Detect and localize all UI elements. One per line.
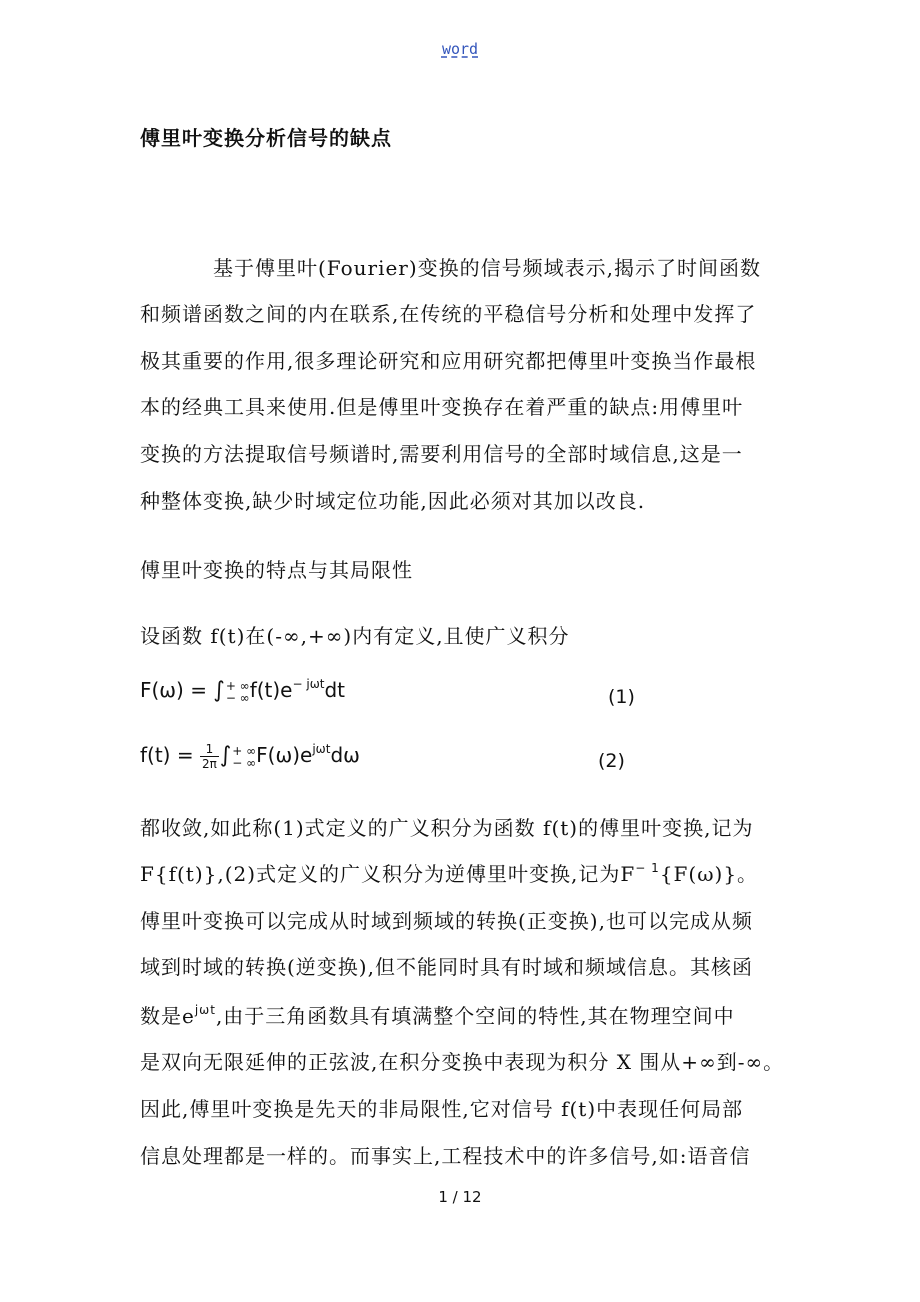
equation-1-number: (1) (608, 686, 635, 708)
upper-limit: + ∞ (225, 678, 250, 693)
text-run: 数是e (140, 1004, 195, 1028)
lower-limit: − ∞ (232, 755, 257, 770)
superscript: jωt (194, 1003, 216, 1017)
equation-2 (140, 742, 360, 771)
equation-1 (140, 678, 345, 704)
eq2-exponent: jωt (312, 742, 331, 756)
paragraph-line: 都收敛,如此称(1)式定义的广义积分为函数 f(t)的傅里叶变换,记为 (140, 816, 754, 840)
text-run: F{f(t)},(2)式定义的广义积分为逆傅里叶变换,记为F (140, 862, 636, 886)
paragraph-line: 种整体变换,缺少时域定位功能,因此必须对其加以改良. (140, 489, 646, 513)
equation-2-number: (2) (598, 750, 625, 772)
superscript: − 1 (635, 861, 660, 875)
eq1-tail: dt (324, 678, 345, 702)
paragraph-line: 极其重要的作用,很多理论研究和应用研究都把傅里叶变换当作最根 (140, 349, 757, 373)
lower-limit: − ∞ (225, 690, 250, 705)
text-run: ,由于三角函数具有填满整个空间的特性,其在物理空间中 (215, 1004, 735, 1028)
paragraph-line: 本的经典工具来使用.但是傅里叶变换存在着严重的缺点:用傅里叶 (140, 395, 744, 419)
eq2-body: F(ω)e (256, 743, 313, 767)
paragraph-line: 基于傅里叶(Fourier)变换的信号频域表示,揭示了时间函数 (213, 256, 762, 280)
paragraph-line: 是双向无限延伸的正弦波,在积分变换中表现为积分 X 围从+∞到-∞。 (140, 1050, 785, 1074)
definition-line: 设函数 f(t)在(-∞,+∞)内有定义,且使广义积分 (140, 624, 570, 648)
header-word-link[interactable]: word (441, 40, 479, 58)
upper-limit: + ∞ (232, 743, 257, 758)
fraction-denominator: 2π (201, 757, 217, 771)
paragraph-line: 因此,傅里叶变换是先天的非局限性,它对信号 f(t)中表现任何局部 (140, 1097, 744, 1121)
text-run: {F(ω)}。 (659, 862, 759, 886)
integral-sign: ∫ (213, 678, 225, 703)
paragraph-line (140, 1000, 735, 1029)
fraction-numerator: 1 (200, 742, 219, 757)
page-indicator: 1 / 12 (438, 1188, 482, 1206)
paragraph-line (140, 858, 758, 887)
paragraph-line: 域到时域的转换(逆变换),但不能同时具有时域和频域信息。其核函 (140, 955, 753, 979)
eq1-exponent: − jωt (292, 677, 325, 691)
integral-sign: ∫ (219, 743, 232, 768)
paragraph-line: 和频谱函数之间的内在联系,在传统的平稳信号分析和处理中发挥了 (140, 302, 757, 326)
paragraph-line: 信息处理都是一样的。而事实上,工程技术中的许多信号,如:语音信 (140, 1144, 751, 1168)
section-heading: 傅里叶变换的特点与其局限性 (140, 558, 413, 582)
integral-limits (232, 745, 256, 769)
eq2-tail: dω (330, 743, 360, 767)
eq1-lhs: F(ω) = (140, 678, 214, 702)
fraction (200, 742, 219, 771)
integral-limits (226, 680, 250, 704)
paragraph-line: 变换的方法提取信号频谱时,需要利用信号的全部时域信息,这是一 (140, 442, 743, 466)
eq2-lhs: f(t) = (140, 743, 200, 767)
paragraph-line: 傅里叶变换可以完成从时域到频域的转换(正变换),也可以完成从频 (140, 909, 753, 933)
document-title: 傅里叶变换分析信号的缺点 (140, 126, 392, 150)
eq1-body: f(t)e (249, 678, 293, 702)
